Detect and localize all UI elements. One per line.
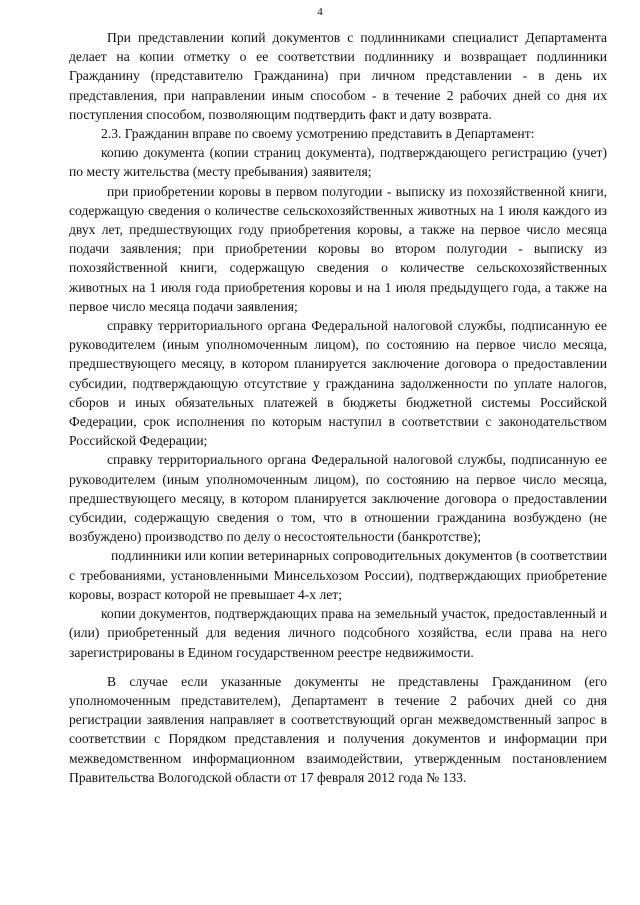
paragraph-section-2-3: 2.3. Гражданин вправе по своему усмотрению представить в Департамент: — [101, 126, 535, 142]
paragraph-copy-verification: При представлении копий документов с подлинниками специалист Департамента делает на копии отметку о ее соответствии подлиннику и возвращает подлинники Гражданину (представителю Гражданина) при личном представлении - в день их представления, при направлении иным способом - в течение 2 рабочих дней со дня их поступления способом, позволяющим подтвердить факт и дату возврата. — [69, 30, 607, 122]
document-body — [69, 28, 607, 787]
paragraph-tax-debt-certificate: справку территориального органа Федеральной налоговой службы, подписанную ее руководителем (иным уполномоченным лицом), по состоянию на первое число месяца, предшествующего месяцу, в котором планируется заключение договора о предоставлении субсидии, подтверждающую отсутствие у гражданина задолженности по уплате налогов, сборов и иных обязательных платежей в бюджеты бюджетной системы Российской Федерации, срок исполнения по которым наступил в соответствии с законодательством Российской Федерации; — [69, 318, 607, 449]
paragraph-veterinary-documents: подлинники или копии ветеринарных сопроводительных документов (в соответствии с требованиями, установленными Минсельхозом России), подтверждающих приобретение коровы, возраст которой не превышает 4-х лет; — [69, 548, 607, 602]
paragraph-land-rights-documents: копии документов, подтверждающих права на земельный участок, предоставленный и (или) приобретенный для ведения личного подсобного хозяйства, если права на него зарегистрированы в Едином государственном реестре недвижимости. — [69, 606, 607, 660]
paragraph-household-book-extract: при приобретении коровы в первом полугодии - выписку из похозяйственной книги, содержащую сведения о количестве сельскохозяйственных животных на 1 июля каждого из двух лет, предшествующих году приобретения коровы, а также на первое число месяца подачи заявления; при приобретении коровы во втором полугодии - выписку из похозяйственной книги, содержащую сведения о количестве сельскохозяйственных животных на 1 июля года приобретения коровы и на 1 июля предыдущего года, а также на первое число месяца подачи заявления; — [69, 183, 607, 314]
page-number: 4 — [317, 6, 323, 18]
paragraph-bankruptcy-certificate: справку территориального органа Федеральной налоговой службы, подписанную ее руководителем (иным уполномоченным лицом), по состоянию на первое число месяца, предшествующего месяцу, в котором планируется заключение договора о предоставлении субсидии, содержащую сведения о том, что в отношении гражданина возбуждено (не возбуждено) производство по делу о несостоятельности (банкротстве); — [69, 452, 607, 545]
paragraph-interagency-request: В случае если указанные документы не представлены Гражданином (его уполномоченным представителем), Департамент в течение 2 рабочих дней со дня регистрации заявления направляет в соответствующий орган межведомственный запрос в соответствии с Порядком представления и получения документов и информации при межведомственном информационном взаимодействии, утвержденным постановлением Правительства Вологодской области от 17 февраля 2012 года № 133. — [69, 673, 607, 785]
paragraph-registration-copy: копию документа (копии страниц документа), подтверждающего регистрацию (учет) по месту жительства (месту пребывания) заявителя; — [69, 145, 607, 180]
